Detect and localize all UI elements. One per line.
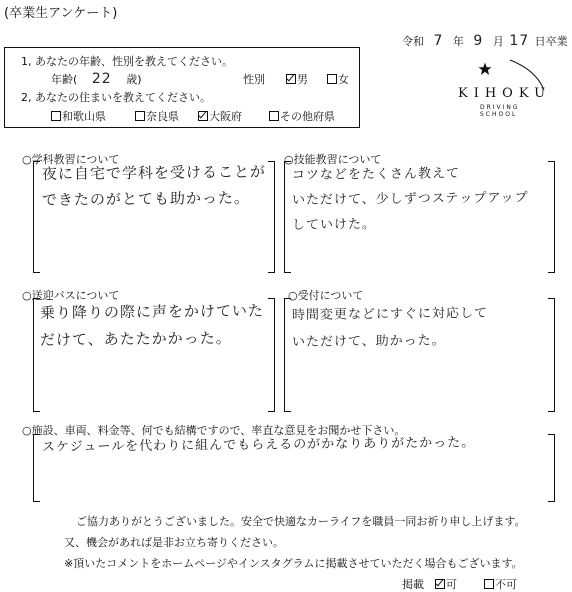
gender-male-checkbox[interactable] (286, 74, 296, 84)
residence-osaka-label: 大阪府 (209, 110, 242, 123)
residence-wakayama-checkbox[interactable] (51, 111, 61, 121)
school-logo (440, 56, 560, 116)
driving-comment-line: いただけて、少しずつステップアップ (291, 190, 529, 208)
other-comment[interactable] (42, 436, 475, 455)
graduation-date (402, 33, 568, 49)
date-day-value: 17 (509, 33, 530, 49)
survey-title: (卒業生アンケート) (4, 6, 118, 21)
bus-comment-line: 乗り降りの際に声をかけていた (39, 301, 265, 322)
other-bracket-left (33, 434, 40, 502)
age-row (51, 71, 142, 87)
question-residence: 2, あなたの住まいを教えてください。 (21, 91, 211, 104)
driving-comment[interactable] (292, 164, 529, 233)
driving-bracket-left (284, 161, 291, 273)
residence-osaka-checkbox[interactable] (198, 111, 208, 121)
other-bracket-right (548, 434, 555, 502)
section-bus-label: ○送迎バスについて (22, 289, 120, 302)
date-month-unit: 月 (492, 35, 504, 48)
driving-comment-line: していけた。 (291, 217, 377, 233)
date-year-value: 7 (433, 33, 444, 49)
publish-consent (402, 576, 517, 592)
driving-bracket-right (548, 161, 555, 273)
other-comment-line: スケジュールを代わりに組んでもらえるのがかなりありがたかった。 (41, 435, 476, 455)
driving-comment-line: コツなどをたくさん教えて (291, 166, 461, 183)
bus-bracket-left (33, 298, 40, 412)
footer-thanks: ご協力ありがとうございました。安全で快適なカーライフを職員一同お祈り申し上げます。 (76, 515, 526, 528)
gender-female-checkbox[interactable] (327, 74, 337, 84)
classroom-bracket-right (268, 161, 275, 273)
residence-other-label: その他府県 (280, 110, 335, 123)
classroom-comment-line: 夜に自宅で学科を受けることが (41, 162, 267, 183)
section-other-label: ○施設、車両、料金等、何でも結構ですので、率直な意見をお聞かせ下さい。 (22, 424, 406, 437)
reception-comment-line: 時間変更などにすぐに対応して (291, 305, 489, 323)
bus-comment[interactable] (40, 302, 264, 350)
publish-label: 掲載 (402, 578, 424, 591)
residence-wakayama-label: 和歌山県 (62, 110, 106, 123)
age-unit: 歳) (126, 73, 142, 86)
date-month-value: 9 (473, 33, 484, 49)
age-value[interactable]: 22 (91, 71, 112, 87)
residence-nara-checkbox[interactable] (135, 111, 145, 121)
residence-options (51, 108, 335, 124)
bus-comment-line: だけて、あたたかかった。 (39, 328, 232, 349)
age-label: 年齢( (51, 73, 78, 86)
publish-yes-label: 可 (446, 578, 457, 591)
date-era: 令和 (402, 35, 424, 48)
residence-other-checkbox[interactable] (269, 111, 279, 121)
gender-label: 性別 (243, 73, 265, 86)
question-age-gender: 1, あなたの年齢、性別を教えてください。 (21, 55, 233, 68)
date-day-suffix: 日卒業 (534, 35, 568, 48)
bus-bracket-right (268, 298, 275, 412)
logo-subtitle: DRIVING SCHOOL (480, 104, 520, 118)
star-icon (478, 62, 492, 76)
gender-female-label: 女 (338, 73, 349, 86)
footer-visit: 又、機会があれば是非お立ち寄りください。 (64, 536, 284, 549)
publish-no-label: 不可 (495, 578, 517, 591)
section-driving-label: ○技能教習について (284, 153, 382, 166)
reception-comment-line: いただけて、助かった。 (291, 333, 446, 350)
section-reception-label: ○受付について (288, 289, 364, 302)
reception-comment[interactable] (292, 304, 488, 350)
date-year-unit: 年 (452, 35, 464, 48)
gender-male-label: 男 (297, 73, 308, 86)
profile-box (4, 47, 360, 128)
classroom-bracket-left (33, 161, 40, 273)
classroom-comment-line: できたのがとても助かった。 (41, 188, 251, 209)
logo-name: KIHOKU (458, 86, 552, 101)
classroom-comment[interactable] (42, 163, 266, 210)
footer-notice: ※頂いたコメントをホームページやインスタグラムに掲載させていただく場合もございます。 (64, 557, 523, 570)
publish-no-checkbox[interactable] (484, 579, 494, 589)
reception-bracket-right (548, 298, 555, 412)
section-classroom-label: ○学科教習について (22, 153, 120, 166)
publish-yes-checkbox[interactable] (435, 579, 445, 589)
gender-row (243, 71, 349, 87)
residence-nara-label: 奈良県 (146, 110, 179, 123)
reception-bracket-left (284, 298, 291, 412)
